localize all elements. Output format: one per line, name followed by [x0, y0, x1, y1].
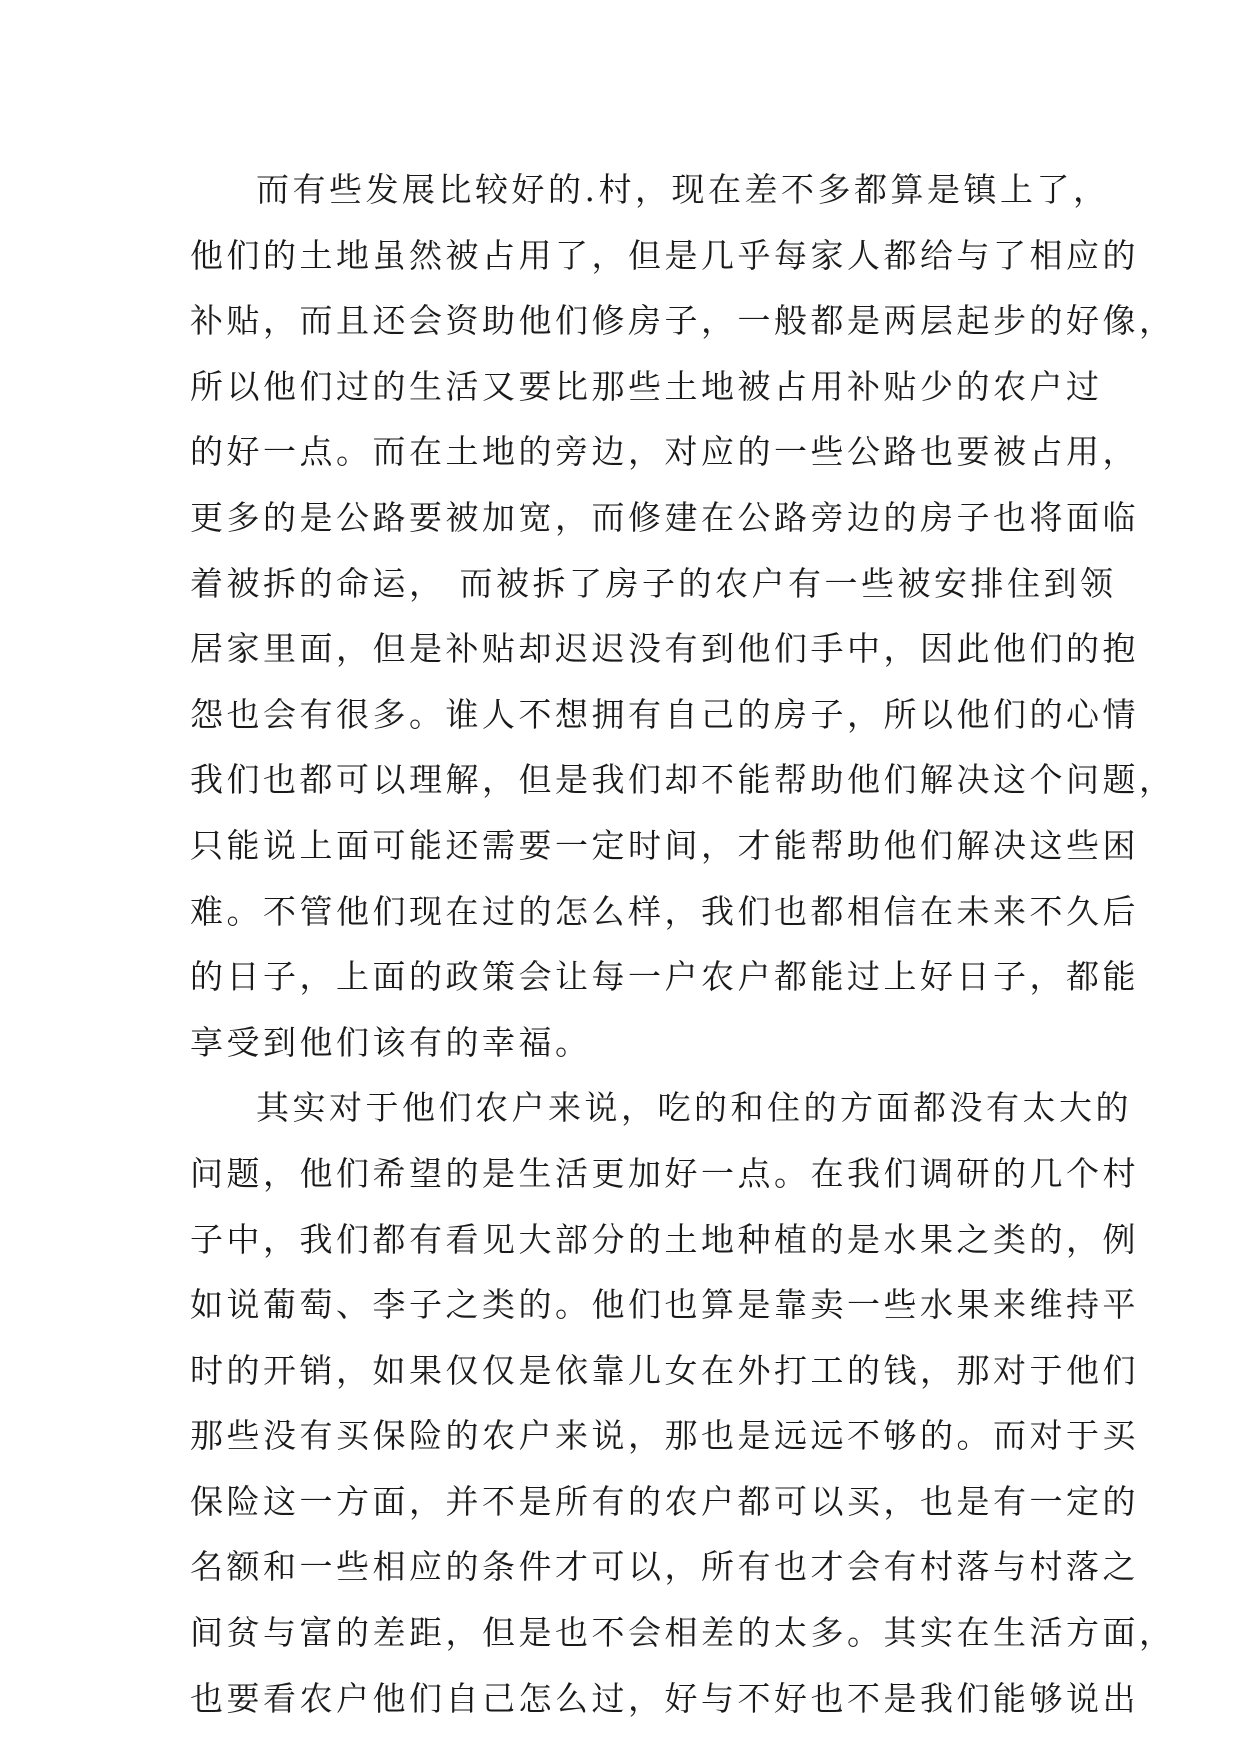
text-line: 时的开销，如果仅仅是依靠儿女在外打工的钱，那对于他们	[190, 1350, 1139, 1390]
text-line: 的日子，上面的政策会让每一户农户都能过上好日子，都能	[190, 957, 1139, 997]
text-line: 怨也会有很多。谁人不想拥有自己的房子，所以他们的心情	[190, 694, 1139, 734]
text-line: 所以他们过的生活又要比那些土地被占用补贴少的农户过	[190, 366, 1103, 406]
text-line: 享受到他们该有的幸福。	[190, 1022, 592, 1062]
text-line: 居家里面，但是补贴却迟迟没有到他们手中，因此他们的抱	[190, 629, 1139, 669]
text-line: 也要看农户他们自己怎么过，好与不好也不是我们能够说出	[190, 1678, 1139, 1718]
text-line: 子中，我们都有看见大部分的土地种植的是水果之类的，例	[190, 1219, 1139, 1259]
text-line: 间贫与富的差距，但是也不会相差的太多。其实在生活方面，	[190, 1613, 1176, 1653]
text-line: 名额和一些相应的条件才可以，所有也才会有村落与村落之	[190, 1547, 1139, 1587]
text-line: 如说葡萄、李子之类的。他们也算是靠卖一些水果来维持平	[190, 1285, 1139, 1325]
text-line: 的好一点。而在土地的旁边，对应的一些公路也要被占用，	[190, 432, 1139, 472]
text-line: 更多的是公路要被加宽，而修建在公路旁边的房子也将面临	[190, 497, 1139, 537]
text-line: 保险这一方面，并不是所有的农户都可以买，也是有一定的	[190, 1481, 1139, 1521]
text-line: 着被拆的命运， 而被拆了房子的农户有一些被安排住到领	[190, 563, 1117, 603]
text-line: 难。不管他们现在过的怎么样，我们也都相信在未来不久后	[190, 891, 1139, 931]
text-line: 问题，他们希望的是生活更加好一点。在我们调研的几个村	[190, 1153, 1139, 1193]
text-line: 只能说上面可能还需要一定时间，才能帮助他们解决这些困	[190, 825, 1139, 865]
text-line: 其实对于他们农户来说，吃的和住的方面都没有太大的	[256, 1088, 1132, 1128]
text-line: 那些没有买保险的农户来说，那也是远远不够的。而对于买	[190, 1416, 1139, 1456]
text-line: 而有些发展比较好的.村，现在差不多都算是镇上了，	[256, 170, 1110, 209]
text-line: 我们也都可以理解，但是我们却不能帮助他们解决这个问题，	[190, 760, 1176, 800]
text-line: 补贴，而且还会资助他们修房子，一般都是两层起步的好像，	[190, 301, 1176, 341]
body-text	[190, 157, 1176, 1731]
text-line: 他们的土地虽然被占用了，但是几乎每家人都给与了相应的	[190, 235, 1139, 275]
